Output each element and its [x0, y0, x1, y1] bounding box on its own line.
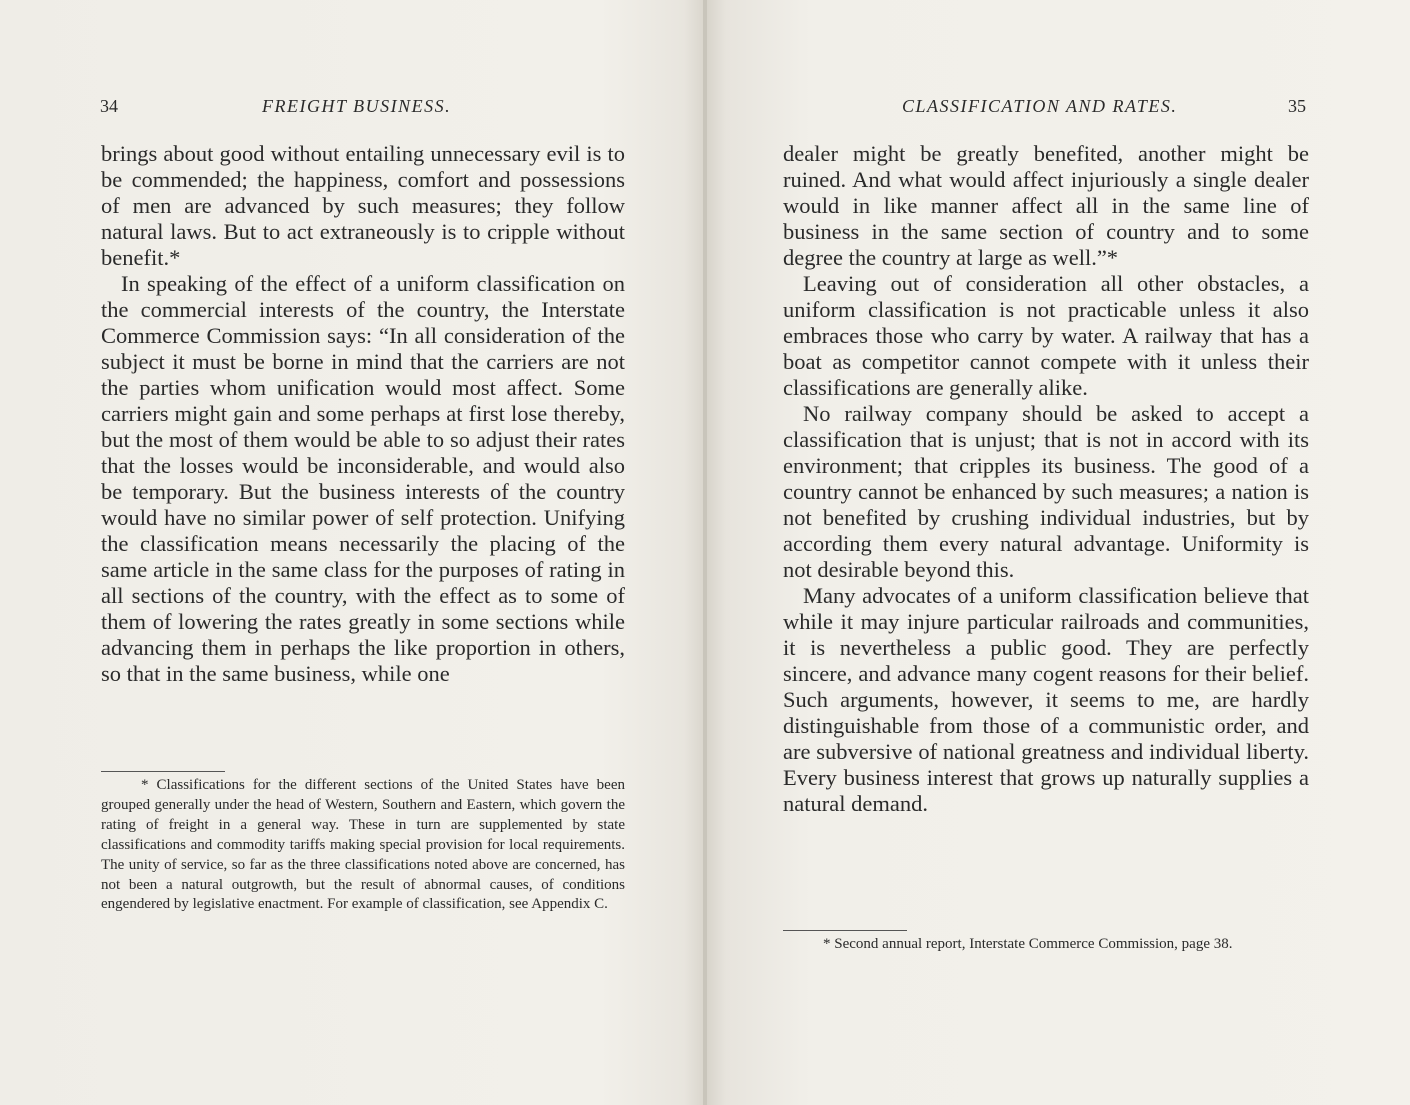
running-title-right: CLASSIFICATION AND RATES.: [902, 96, 1178, 116]
right-running-head: [705, 96, 1410, 124]
paragraph: brings about good without entailing unnecessary evil is to be commended; the happiness, comfort and possessions of men are advanced by such measures; they follow natural laws. But to act extraneously is to cripple without benefit.*: [101, 141, 625, 270]
footnote-rule-right: [783, 930, 907, 931]
footnote-text: * Classifications for the different sections of the United States have been grouped generally under the head of Western, Southern and Eastern, which govern the rating of freight in a general way. These in turn are supplemented by state classifications and commodity tariffs making special provision for local requirements. The unity of service, so far as the three classifications noted above are concerned, has not been a natural outgrowth, but the result of abnormal causes, of conditions engendered by legislative enactment. For example of classification, see Appendix C.: [101, 777, 625, 913]
paragraph: Leaving out of consideration all other obstacles, a uniform classification is not practicable unless it also embraces those who carry by water. A railway that has a boat as competitor cannot compete with it unless their classifications are generally alike.: [783, 271, 1309, 400]
page-number-left: 34: [100, 96, 118, 116]
page-number-right: 35: [1288, 96, 1306, 116]
running-title-left: FREIGHT BUSINESS.: [262, 96, 452, 116]
footnote-text: * Second annual report, Interstate Commerce Commission, page 38.: [823, 936, 1233, 952]
paragraph: dealer might be greatly benefited, another might be ruined. And what would affect injuriously a single dealer would in like manner affect all in the same line of business in the same section of country and to some degree the country at large as well.”*: [783, 141, 1309, 270]
left-body-text: [101, 141, 625, 687]
footnote-rule-left: [101, 771, 225, 772]
paragraph: Many advocates of a uniform classification believe that while it may injure particular railroads and communities, it is nevertheless a public good. They are perfectly sincere, and advance many cogent reasons for their belief. Such arguments, however, it seems to me, are hardly distinguishable from those of a communistic order, and are subversive of national greatness and individual liberty. Every business interest that grows up naturally supplies a natural demand.: [783, 583, 1309, 816]
paragraph: In speaking of the effect of a uniform classification on the commercial interests of the country, the Interstate Commerce Commission says: “In all consideration of the subject it must be borne in mind that the carriers are not the parties whom unification would most affect. Some carriers might gain and some perhaps at first lose thereby, but the most of them would be able to so adjust their rates that the losses would be inconsiderable, and would also be temporary. But the business interests of the country would have no similar power of self protection. Unifying the classification means necessarily the placing of the same article in the same class for the purposes of rating in all sections of the country, with the effect as to some of them of lowering the rates greatly in some sections while advancing them in perhaps the like proportion in others, so that in the same business, while one: [101, 271, 625, 686]
book-gutter: [703, 0, 707, 1105]
paragraph: No railway company should be asked to accept a classification that is unjust; that is not in accord with its environment; that cripples its business. The good of a country cannot be enhanced by such measures; a nation is not benefited by crushing individual industries, but by according them every natural advantage. Uniformity is not desirable beyond this.: [783, 401, 1309, 582]
right-body-text: [783, 141, 1309, 817]
footnote-right: [783, 935, 1309, 955]
right-page: [705, 0, 1410, 1105]
left-running-head: [0, 96, 705, 124]
footnote-left: [101, 776, 625, 915]
